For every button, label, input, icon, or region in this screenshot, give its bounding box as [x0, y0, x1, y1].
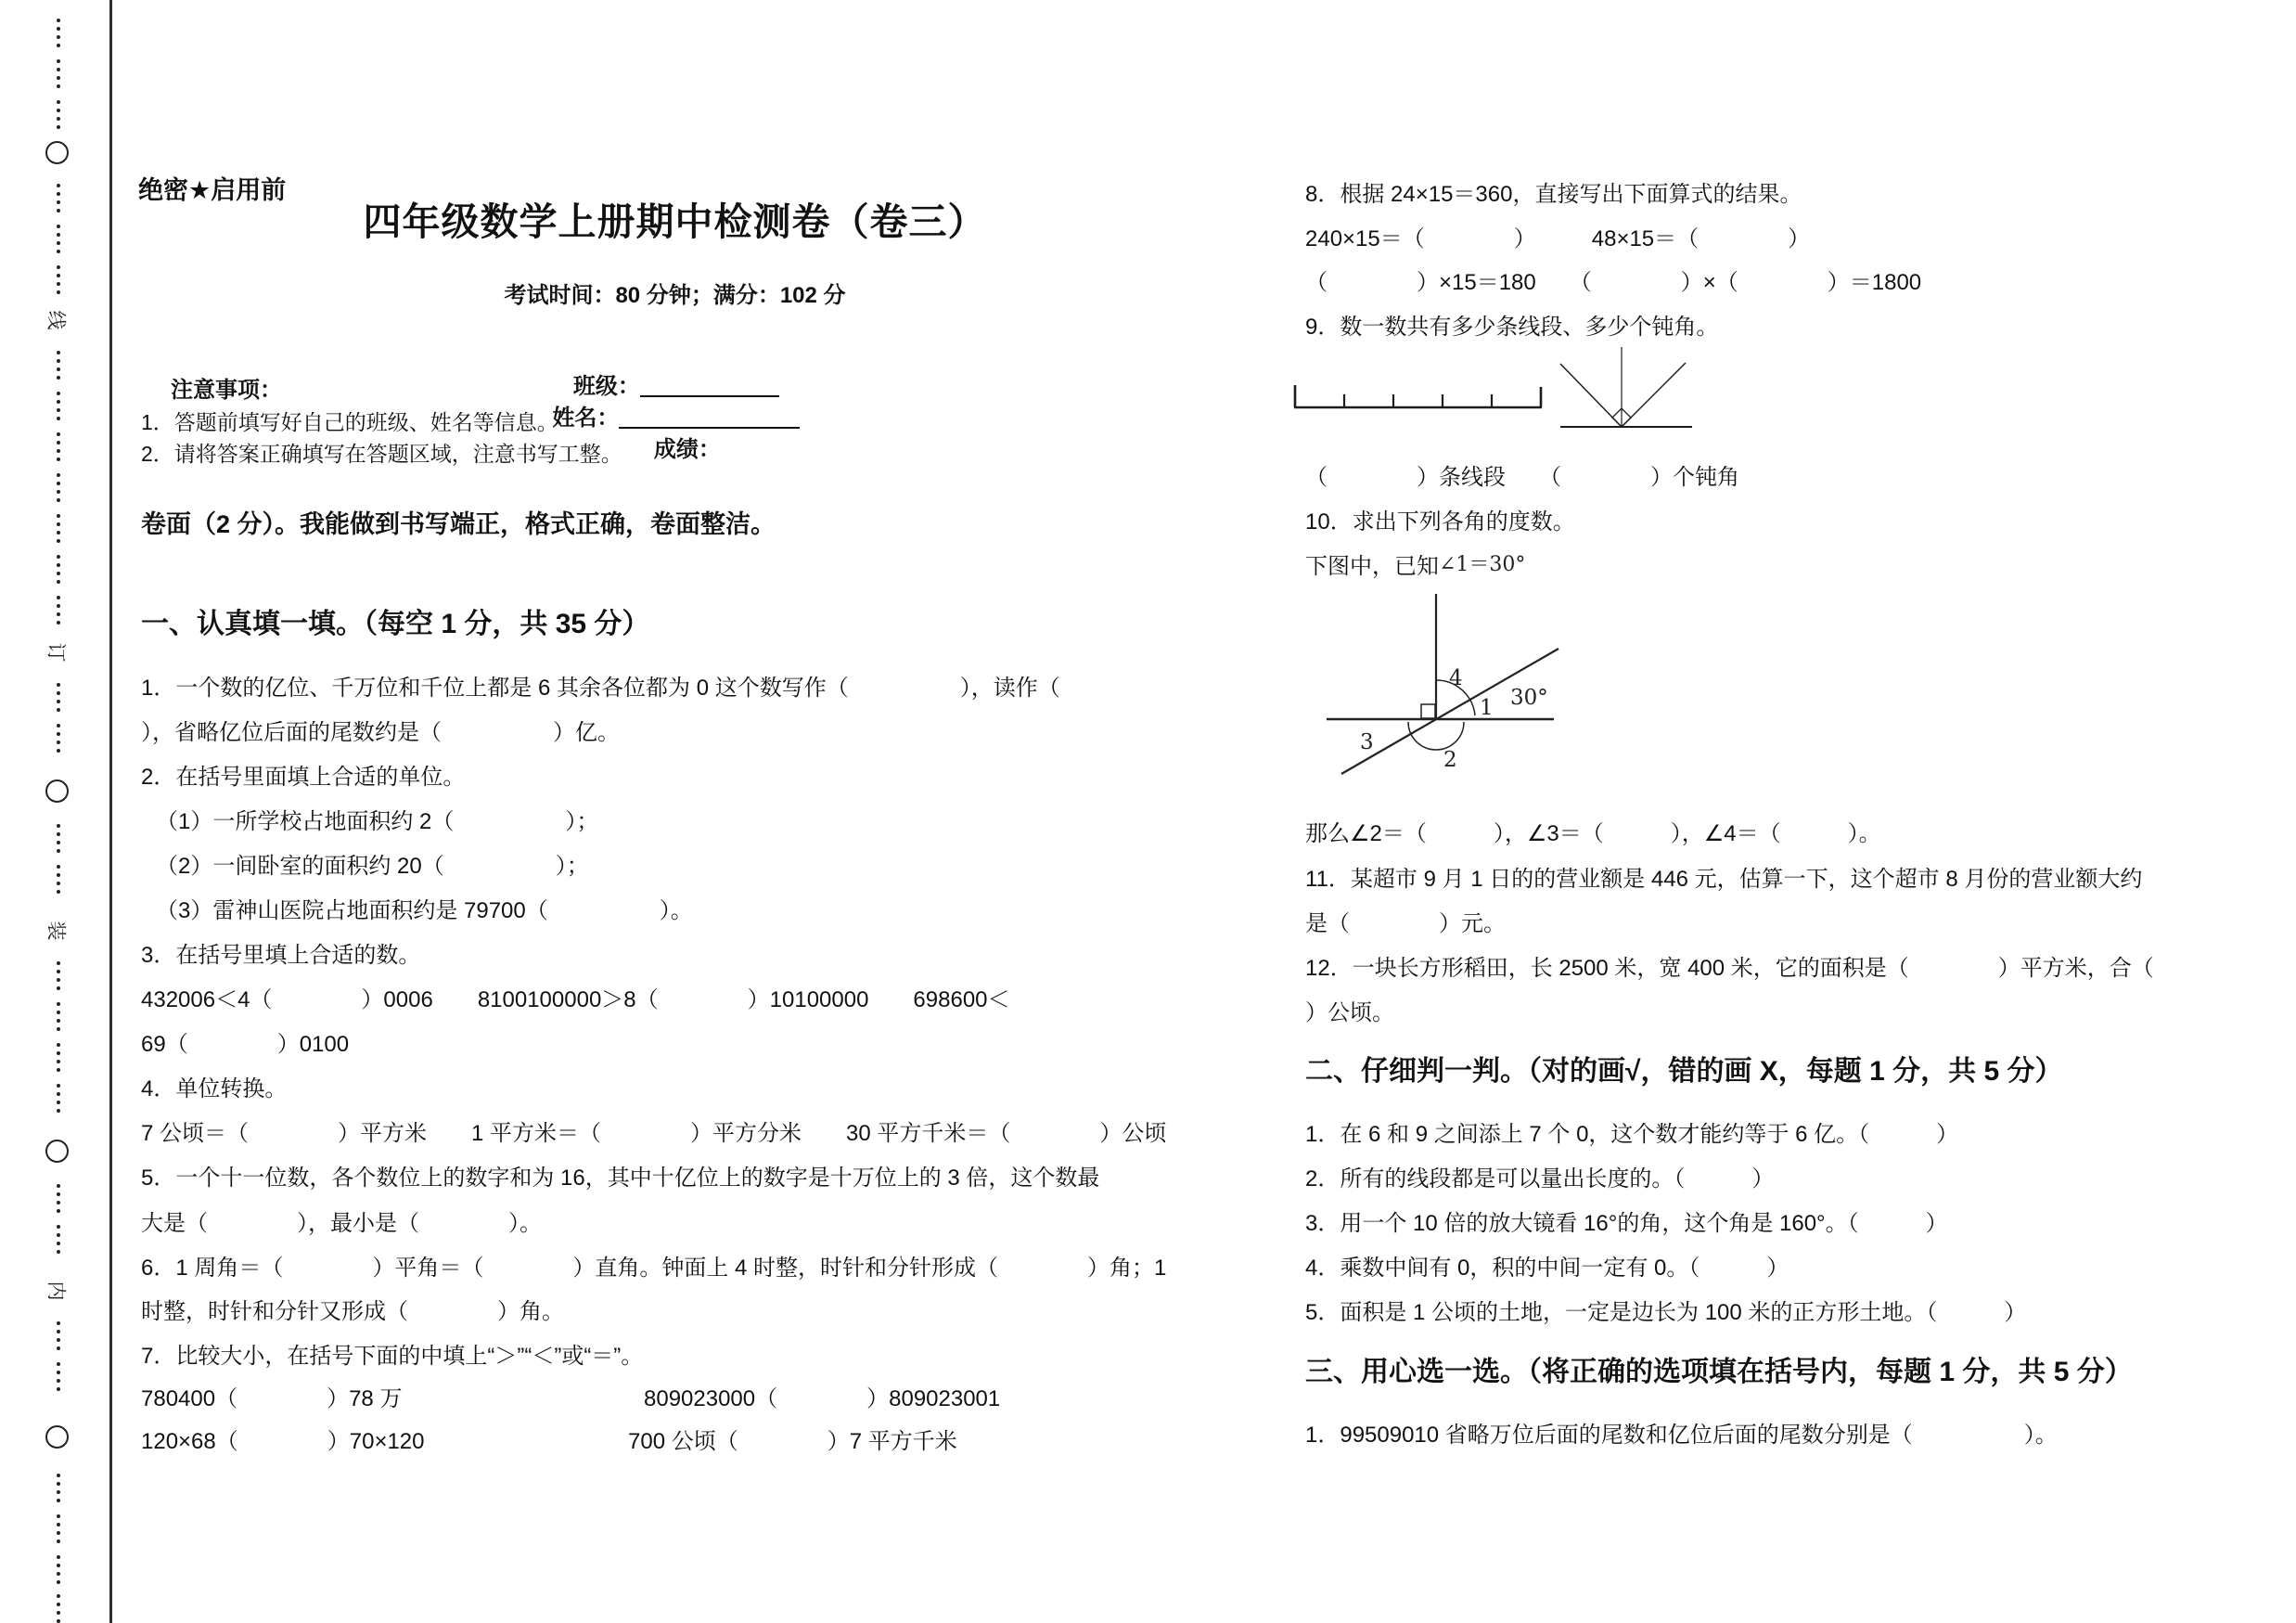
- q8-line2: 240×15＝（ ） 48×15＝（ ）: [1305, 226, 1811, 251]
- q8-line3: （ ）×15＝180 （ ）×（ ）＝1800: [1305, 270, 1922, 295]
- q10-intro-line: [1305, 549, 1525, 583]
- q7-stem: 7．比较大小，在括号下面的中填上“＞”“＜”或“＝”。: [141, 1344, 644, 1369]
- margin-dash-group: [57, 1084, 60, 1113]
- margin-dash-group: [57, 1594, 60, 1623]
- page-title: 四年级数学上册期中检测卷（卷三）: [363, 200, 987, 243]
- margin-dash-group: [57, 1321, 60, 1350]
- s2-item-3: 3．用一个 10 倍的放大镜看 16°的角，这个角是 160°。（ ）: [1305, 1211, 1948, 1236]
- margin-dash-group: [57, 683, 60, 712]
- section3-title: 三、用心选一选。（将正确的选项填在括号内，每题 1 分，共 5 分）: [1305, 1357, 2133, 1387]
- margin-dash-group: [57, 514, 60, 543]
- margin-dash-group: [57, 392, 60, 420]
- q4-line1: 7 公顷＝（ ）平方米 1 平方米＝（ ）平方分米 30 平方千米＝（ ）公顷: [141, 1121, 1167, 1146]
- q4-stem: 4．单位转换。: [141, 1076, 288, 1101]
- margin-dash-group: [57, 724, 60, 753]
- q11-line2: 是（ ）元。: [1305, 911, 1506, 936]
- margin-dash-group: [57, 1514, 60, 1543]
- q12-line2: ）公顷。: [1305, 1000, 1394, 1025]
- s2-item-5: 5．面积是 1 公顷的土地，一定是边长为 100 米的正方形土地。（ ）: [1305, 1300, 2027, 1325]
- secrecy-label: 绝密★启用前: [138, 176, 287, 204]
- q9-answer-line: （ ）条线段 （ ）个钝角: [1305, 465, 1739, 490]
- exam-info: 考试时间：80 分钟；满分：102 分: [504, 283, 846, 308]
- margin-dash-group: [57, 1043, 60, 1072]
- q10-intro-text: 下图中，已知: [1305, 554, 1439, 579]
- name-blank: [619, 403, 800, 429]
- margin-dash-group: [57, 184, 60, 213]
- angles-figure: [1558, 345, 1694, 434]
- q1-line1: 1．一个数的亿位、千万位和千位上都是 6 其余各位都为 0 这个数写作（ ），读作（: [141, 676, 1060, 701]
- q2-stem: 2．在括号里面填上合适的单位。: [141, 765, 466, 790]
- binding-char: 线: [45, 310, 67, 330]
- figure-lower-arc: [1408, 722, 1464, 750]
- q3-line2: 69（ ）0100: [141, 1032, 350, 1057]
- class-blank: [640, 371, 779, 397]
- score-label: 成绩：: [653, 437, 721, 462]
- margin-circle: [45, 1425, 69, 1449]
- class-label: 班级：: [572, 374, 640, 399]
- binding-char: 装: [45, 921, 67, 941]
- margin-dash-group: [57, 865, 60, 894]
- binding-line: [109, 0, 112, 1623]
- margin-dash-group: [57, 432, 60, 461]
- margin-circle: [45, 1140, 69, 1163]
- margin-dash-group: [57, 824, 60, 853]
- margin-dash-group: [57, 100, 60, 129]
- q12-line1: 12．一块长方形稻田，长 2500 米，宽 400 米，它的面积是（ ）平方米，合（: [1305, 956, 2154, 981]
- margin-dash-group: [57, 351, 60, 380]
- s2-item-4: 4．乘数中间有 0，积的中间一定有 0。（ ）: [1305, 1256, 1789, 1281]
- margin-dash-group: [57, 1474, 60, 1502]
- notice-item-2: 2．请将答案正确填写在答题区域，注意书写工整。: [141, 442, 622, 466]
- s3-item-1: 1．99509010 省略万位后面的尾数和亿位后面的尾数分别是（ ）。: [1305, 1423, 2058, 1448]
- notice-title: 注意事项：: [171, 378, 282, 403]
- margin-circle: [45, 779, 69, 803]
- angle-30deg-label: 30°: [1510, 686, 1548, 710]
- notice-item-1: 1．答题前填写好自己的班级、姓名等信息。: [141, 410, 558, 434]
- q2-item3: （3）雷神山医院占地面积约是 79700（ ）。: [156, 898, 693, 923]
- s2-item-2: 2．所有的线段都是可以量出长度的。（ ）: [1305, 1166, 1775, 1191]
- margin-dash-group: [57, 19, 60, 47]
- margin-dash-group: [57, 265, 60, 294]
- q7-row2-right: 700 公顷（ ）7 平方千米: [628, 1429, 957, 1454]
- q6-line2: 时整，时针和分针又形成（ ）角。: [141, 1299, 564, 1324]
- q10-answer-line: 那么∠2＝（ ），∠3＝（ ），∠4＝（ ）。: [1305, 821, 1881, 846]
- q5-line1: 5．一个十一位数，各个数位上的数字和为 16，其中十亿位上的数字是十万位上的 3 倍，这个数最: [141, 1166, 1100, 1191]
- q3-line1: 432006＜4（ ）0006 8100100000＞8（ ）10100000 698600＜: [141, 987, 1010, 1012]
- margin-dash-group: [57, 596, 60, 625]
- margin-dash-group: [57, 1184, 60, 1213]
- q8-line1: 8．根据 24×15＝360，直接写出下面算式的结果。: [1305, 182, 1802, 207]
- angle-3-label: 3: [1360, 730, 1374, 754]
- paper-neatness-note: 卷面（2 分）。我能做到书写端正，格式正确，卷面整洁。: [141, 510, 776, 538]
- margin-dash-group: [57, 473, 60, 502]
- angle-4-label: 4: [1449, 666, 1463, 690]
- margin-circle: [45, 141, 69, 164]
- binding-char: 订: [45, 642, 67, 663]
- q2-item1: （1）一所学校占地面积约 2（ ）；: [156, 809, 599, 834]
- q9-stem: 9．数一数共有多少条线段、多少个钝角。: [1305, 315, 1719, 340]
- margin-dash-group: [57, 555, 60, 584]
- q1-line2: ），省略亿位后面的尾数约是（ ）亿。: [141, 720, 620, 745]
- segments-ticks-mid: [1344, 394, 1492, 407]
- margin-dash-group: [57, 961, 60, 990]
- q7-row2-left: 120×68（ ）70×120: [141, 1429, 425, 1454]
- q11-line1: 11．某超市 9 月 1 日的的营业额是 446 元，估算一下，这个超市 8 月份的营业额大约: [1305, 867, 2143, 892]
- q2-item2: （2）一间卧室的面积约 20（ ）；: [156, 854, 589, 879]
- margin-dash-group: [57, 1002, 60, 1031]
- binding-char: 内: [45, 1281, 67, 1301]
- angle-2-label: 2: [1443, 748, 1457, 772]
- margin-dash-group: [57, 1555, 60, 1584]
- angle-1-label: 1: [1480, 696, 1494, 720]
- segments-figure: [1292, 379, 1545, 418]
- q5-line2: 大是（ ），最小是（ ）。: [141, 1211, 542, 1236]
- margin-dash-group: [57, 59, 60, 88]
- q10-known-angle: ∠1＝30°: [1439, 553, 1526, 576]
- margin-dash-group: [57, 1225, 60, 1254]
- angle-degrees-figure: [1289, 583, 1596, 792]
- section2-title: 二、仔细判一判。（对的画√，错的画 X，每题 1 分，共 5 分）: [1305, 1056, 2063, 1087]
- margin-dash-group: [57, 225, 60, 253]
- q3-stem: 3．在括号里填上合适的数。: [141, 943, 421, 968]
- q6-line1: 6．1 周角＝（ ）平角＝（ ）直角。钟面上 4 时整，时针和分针形成（ ）角；1: [141, 1256, 1167, 1281]
- figure-right-angle-mark: [1421, 704, 1435, 718]
- name-label: 姓名：: [552, 406, 620, 431]
- q10-stem: 10．求出下列各角的度数。: [1305, 509, 1575, 535]
- q7-row1-left: 780400（ ）78 万: [141, 1386, 403, 1411]
- margin-dash-group: [57, 1362, 60, 1391]
- section1-title: 一、认真填一填。（每空 1 分，共 35 分）: [141, 609, 650, 639]
- q7-row1-right: 809023000（ ）809023001: [644, 1386, 1001, 1411]
- s2-item-1: 1．在 6 和 9 之间添上 7 个 0，这个数才能约等于 6 亿。（ ）: [1305, 1122, 1959, 1147]
